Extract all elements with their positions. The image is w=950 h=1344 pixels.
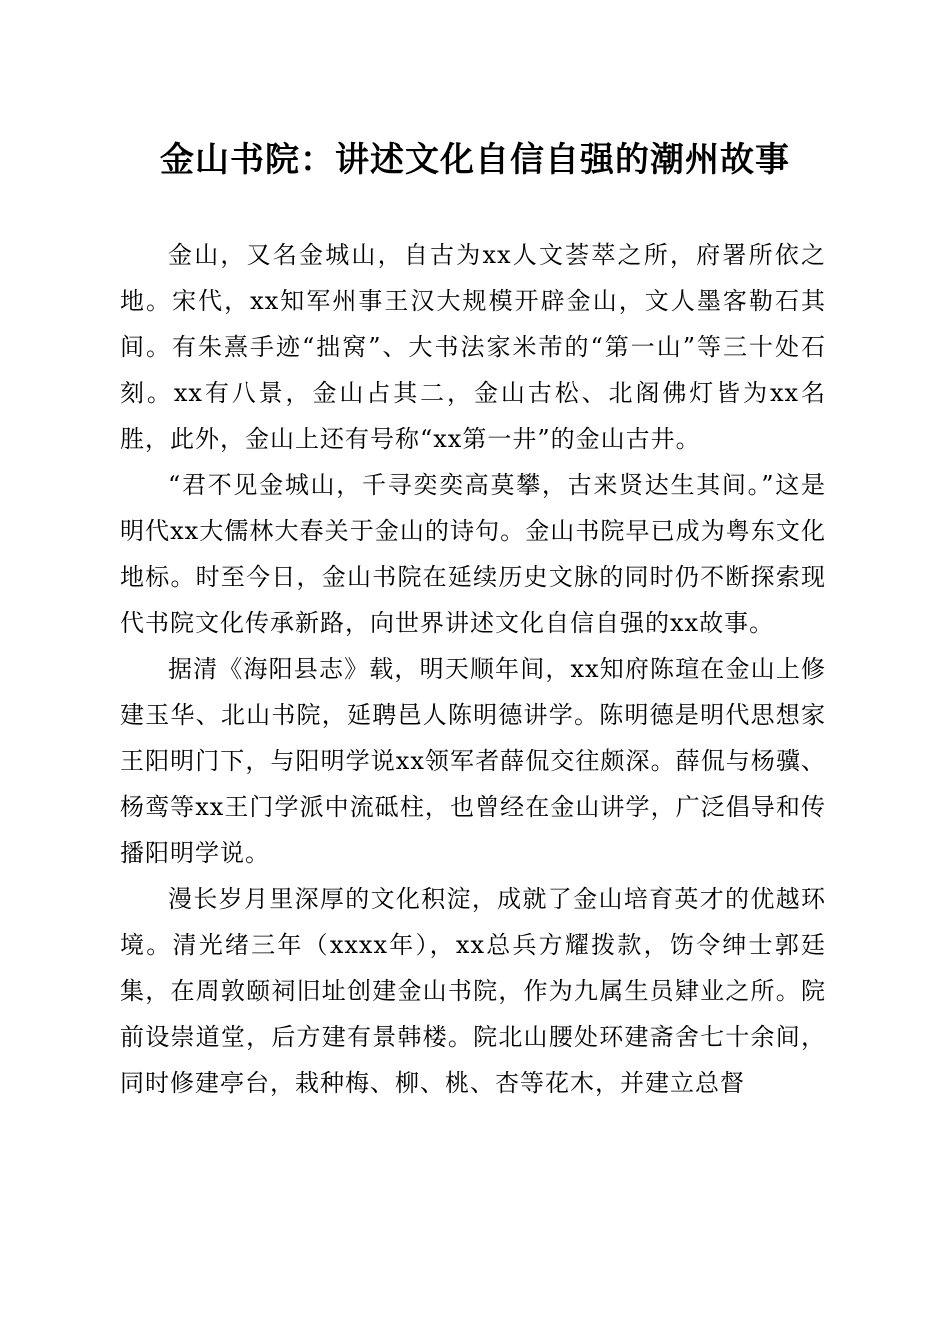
paragraph-3: 据清《海阳县志》载，明天顺年间，xx知府陈瑄在金山上修建玉华、北山书院，延聘邑人陈明德讲学。陈明德是明代思想家王阳明门下，与阳明学说xx领军者薛侃交往颇深。薛侃与杨骥、杨鸾等xx王门学派中流砥柱，也曾经在金山讲学，广泛倡导和传播阳明学说。 (120, 655, 826, 867)
paragraph-2: “君不见金城山，千寻奕奕高莫攀，古来贤达生其间。”这是明代xx大儒林大春关于金山的诗句。金山书院早已成为粤东文化地标。时至今日，金山书院在延续历史文脉的同时仍不断探索现代书院文化传承新路，向世界讲述文化自信自强的xx故事。 (120, 471, 826, 637)
paragraph-4: 漫长岁月里深厚的文化积淀，成就了金山培育英才的优越环境。清光绪三年（xxxx年），xx总兵方耀拨款，饬令绅士郭廷集，在周敦颐祠旧址创建金山书院，作为九属生员肄业之所。院前设崇道堂，后方建有景韩楼。院北山腰处环建斋舍七十余间，同时修建亭台，栽种梅、柳、桃、杏等花木，并建立总督 (120, 885, 826, 1097)
paragraph-1: 金山，又名金城山，自古为xx人文荟萃之所，府署所依之地。宋代，xx知军州事王汉大规模开辟金山，文人墨客勒石其间。有朱熹手迹“拙窝”、大书法家米芾的“第一山”等三十处石刻。xx有八景，金山占其二，金山古松、北阁佛灯皆为xx名胜，此外，金山上还有号称“xx第一井”的金山古井。 (120, 241, 826, 453)
document-body (120, 232, 826, 1106)
document-title: 金山书院：讲述文化自信自强的潮州故事 (160, 140, 790, 180)
